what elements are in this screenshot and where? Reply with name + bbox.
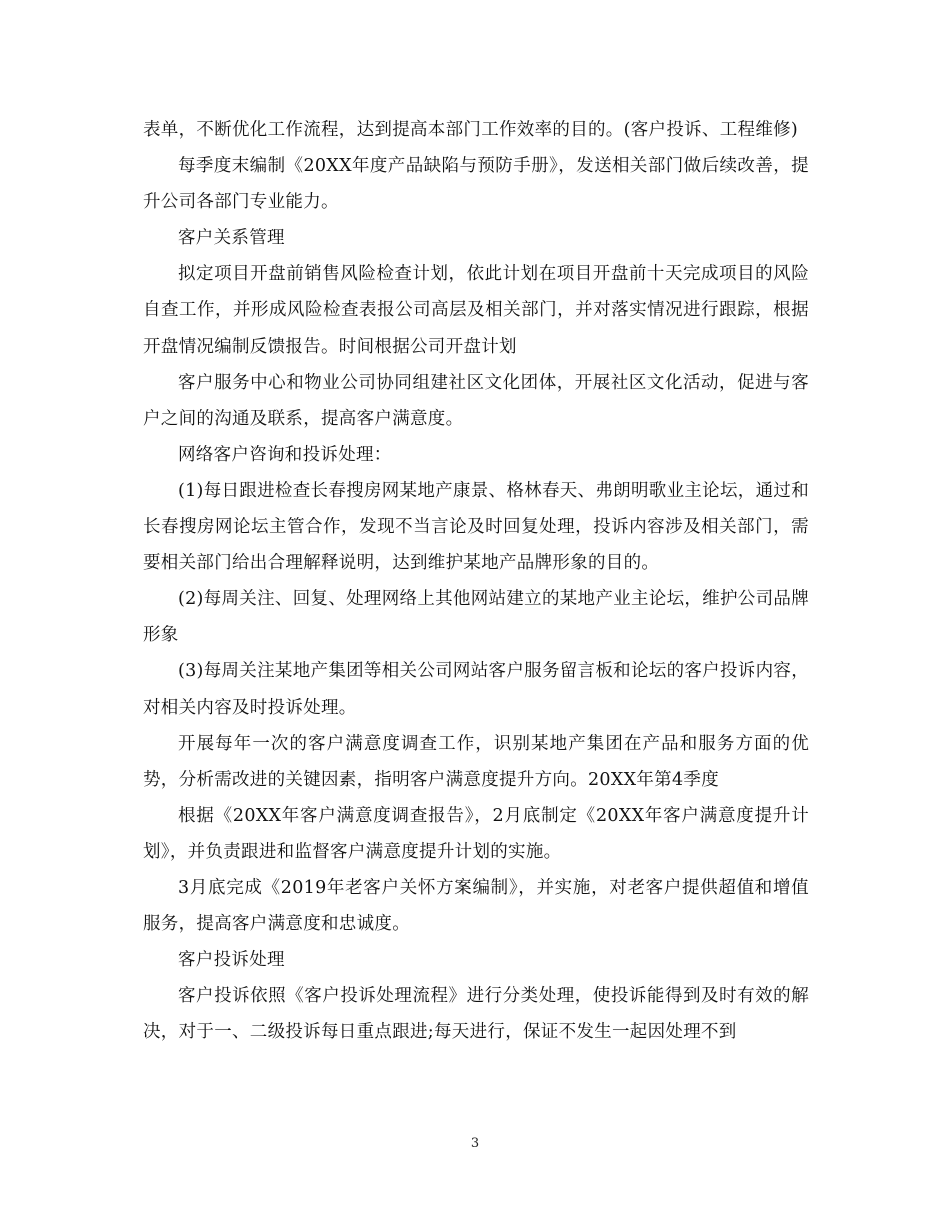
paragraph: 客户服务中心和物业公司协同组建社区文化团体，开展社区文化活动，促进与客户之间的沟通及联系，提高客户满意度。 <box>143 372 809 429</box>
paragraph: 每季度末编制《20XX年度产品缺陷与预防手册》，发送相关部门做后续改善，提升公司各部门专业能力。 <box>143 156 809 213</box>
section-heading: 客户关系管理 <box>178 228 285 249</box>
list-item: (1)每日跟进检查长春搜房网某地产康景、格林春天、弗朗明歌业主论坛，通过和长春搜房网论坛主管合作，发现不当言论及时回复处理，投诉内容涉及相关部门，需要相关部门给出合理解释说明，达到维护某地产品牌形象的目的。 <box>143 480 809 574</box>
paragraph: 开展每年一次的客户满意度调查工作，识别某地产集团在产品和服务方面的优势，分析需改进的关键因素，指明客户满意度提升方向。20XX年第4季度 <box>143 733 809 790</box>
page-number: 3 <box>470 1136 480 1151</box>
paragraph: 根据《20XX年客户满意度调查报告》，2月底制定《20XX年客户满意度提升计划》，并负责跟进和监督客户满意度提升计划的实施。 <box>143 805 809 862</box>
document-body <box>143 112 809 1050</box>
section-heading: 网络客户咨询和投诉处理： <box>178 444 392 465</box>
paragraph: 表单，不断优化工作流程，达到提高本部门工作效率的目的。(客户投诉、工程维修) <box>143 120 799 140</box>
section-heading: 客户投诉处理 <box>178 950 285 971</box>
list-item: (3)每周关注某地产集团等相关公司网站客户服务留言板和论坛的客户投诉内容，对相关内容及时投诉处理。 <box>143 661 809 718</box>
paragraph: 3月底完成《2019年老客户关怀方案编制》，并实施，对老客户提供超值和增值服务，提高客户满意度和忠诚度。 <box>143 877 809 935</box>
paragraph: 拟定项目开盘前销售风险检查计划，依此计划在项目开盘前十天完成项目的风险自查工作，并形成风险检查表报公司高层及相关部门，并对落实情况进行跟踪，根据开盘情况编制反馈报告。时间根据公司开盘计划 <box>143 264 809 357</box>
paragraph: 客户投诉依照《客户投诉处理流程》进行分类处理，使投诉能得到及时有效的解决，对于一、二级投诉每日重点跟进;每天进行，保证不发生一起因处理不到 <box>143 986 809 1043</box>
list-item: (2)每周关注、回复、处理网络上其他网站建立的某地产业主论坛，维护公司品牌形象 <box>143 589 809 646</box>
